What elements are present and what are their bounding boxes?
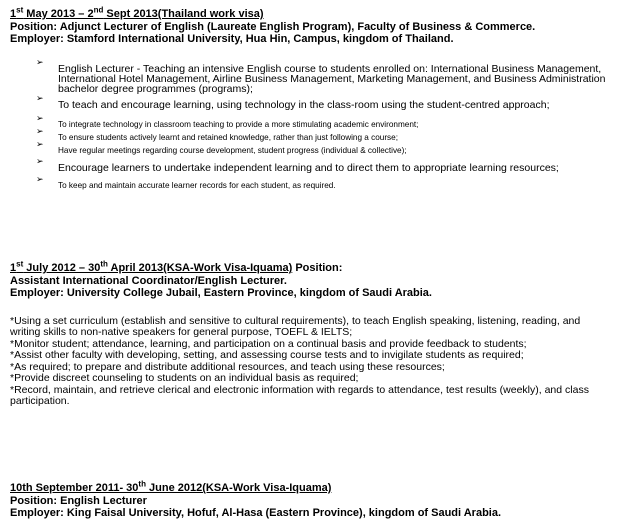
job-2-duty-list — [10, 316, 610, 408]
list-item: ➢ Encourage learners to undertake independent learning and to direct them to appropriate learning resources; — [36, 155, 559, 174]
job-entry-2 — [10, 259, 635, 408]
job-entry-1 — [10, 5, 635, 190]
arrow-bullet-icon: ➢ — [36, 173, 44, 184]
list-item: *Using a set curriculum (establish and sensitive to cultural requirements), to teach English speaking, listening, reading, and writing skills to non-native speakers for general purpose, TOEFL & IELTS; — [10, 314, 581, 338]
list-item: *Assist other faculty with developing, setting, and assessing course tests and to invigilate students as required; — [10, 349, 524, 361]
job-3-position: Position: English Lecturer — [10, 494, 147, 507]
arrow-bullet-icon: ➢ — [36, 155, 44, 166]
job-1-position: Position: Adjunct Lecturer of English (Laureate English Program), Faculty of Business & Commerce. — [10, 20, 536, 33]
arrow-bullet-icon: ➢ — [36, 138, 44, 149]
list-item: *As required; to prepare and distribute additional resources, and teach using these resources; — [10, 360, 445, 373]
list-item: *Record, maintain, and retrieve clerical and electronic information with regards to attendance, test results (weekly), and class participation. — [10, 383, 589, 407]
arrow-bullet-icon: ➢ — [36, 112, 44, 123]
job-entry-3 — [10, 479, 635, 520]
job-1-employer: Employer: Stamford International University, Hua Hin, Campus, kingdom of Thailand. — [10, 33, 454, 45]
job-1-duty-list — [36, 56, 616, 190]
list-item: ➢ Have regular meetings regarding course development, student progress (individual & collective); — [36, 138, 407, 155]
list-item: *Provide discreet counseling to students on an individual basis as required; — [10, 372, 359, 384]
list-item: ➢ To ensure students actively learnt and retained knowledge, rather than just following a course; — [36, 125, 398, 142]
arrow-bullet-icon: ➢ — [36, 125, 44, 136]
arrow-bullet-icon: ➢ — [36, 56, 44, 67]
job-2-position: Assistant International Coordinator/English Lecturer. — [10, 274, 287, 287]
job-3-employer: Employer: King Faisal University, Hofuf, Al-Hasa (Eastern Province), kingdom of Saudi Arabia. — [10, 507, 502, 519]
job-1-dates: 1st May 2013 – 2nd Sept 2013(Thailand work visa) — [10, 5, 264, 20]
job-2-employer: Employer: University College Jubail, Eastern Province, kingdom of Saudi Arabia. — [10, 287, 432, 299]
job-2-dates: 1st July 2012 – 30th April 2013(KSA-Work Visa-Iquama) Position: — [10, 259, 343, 274]
list-item: ➢ To keep and maintain accurate learner records for each student, as required. — [36, 173, 336, 190]
list-item: ➢ To teach and encourage learning, using technology in the class-room using the student-centred approach; — [36, 92, 550, 111]
list-item: *Monitor student; attendance, learning, and participation on a continual basis and provide feedback to students; — [10, 337, 527, 350]
job-3-dates: 10th September 2011- 30th June 2012(KSA-Work Visa-Iquama) — [10, 479, 332, 494]
arrow-bullet-icon: ➢ — [36, 92, 44, 103]
list-item: ➢ To integrate technology in classroom teaching to provide a more stimulating academic environment; — [36, 112, 419, 129]
list-item: ➢ English Lecturer - Teaching an intensive English course to students enrolled on: International Business Management, International Hotel Management, Airline Business Management, Marketing Management, and Business Administration bachelor degree programmes (programs); — [36, 56, 606, 95]
